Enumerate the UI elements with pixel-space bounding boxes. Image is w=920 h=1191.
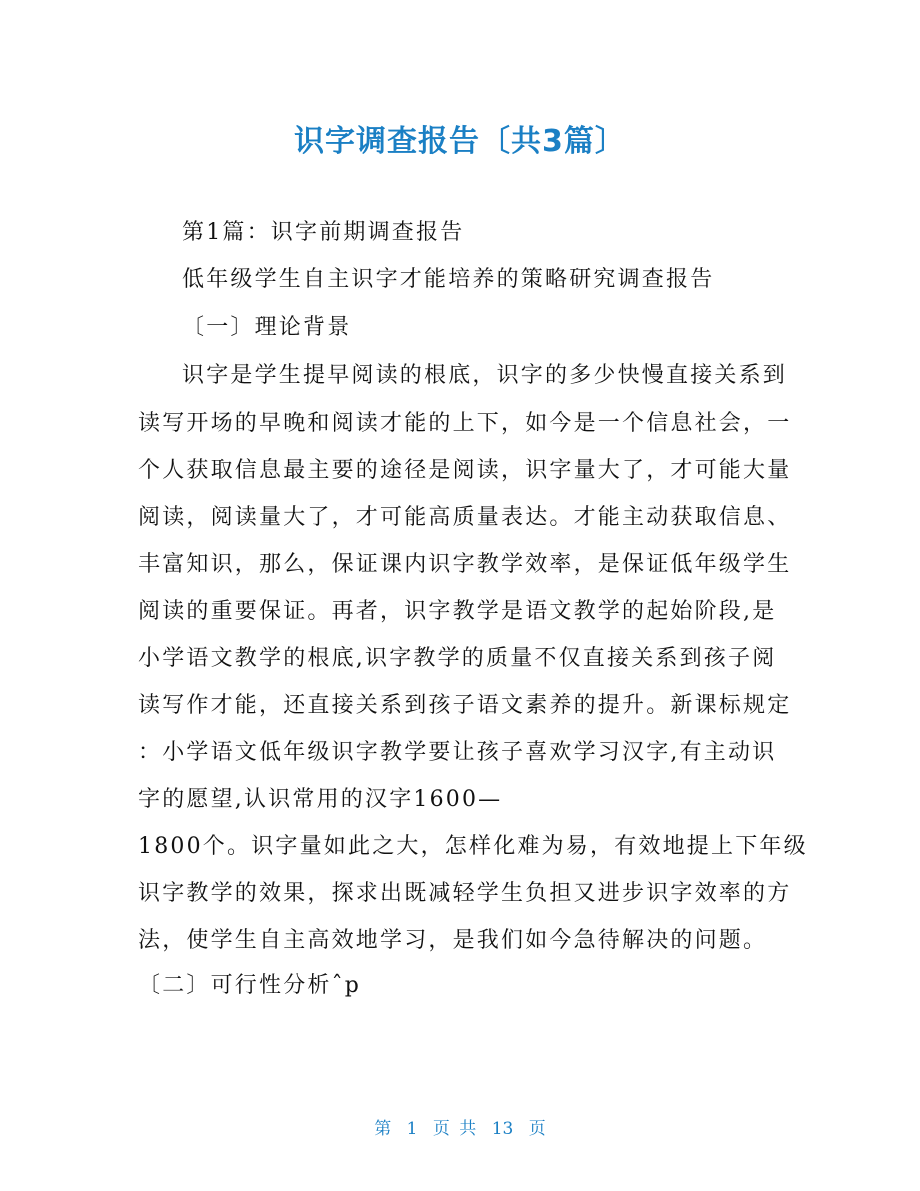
paragraph-line: 识字教学的效果，探求出既减轻学生负担又进步识字效率的方 [138,881,792,906]
footer-middle: 页 共 [432,1119,477,1139]
document-title: 识字调查报告〔共3篇〕 [294,124,626,159]
section-title: 〔一〕理论背景 [182,315,352,340]
paragraph-line: 识字是学生提早阅读的根底，识字的多少快慢直接关系到 [182,363,788,388]
paragraph-line: 1800个。识字量如此之大，怎样化难为易，有效地提上下年级 [138,834,808,859]
footer-total-pages: 13 [491,1119,514,1139]
paragraph-line: 丰富知识，那么，保证课内识字教学效率，是保证低年级学生 [138,552,792,577]
report-subtitle: 低年级学生自主识字才能培养的策略研究调查报告 [182,267,715,292]
paragraph-line: 个人获取信息最主要的途径是阅读，识字量大了，才可能大量 [138,458,792,483]
paragraph-line: 阅读的重要保证。再者，识字教学是语文教学的起始阶段,是 [138,599,777,624]
page-footer [0,1114,920,1139]
chapter-heading: 第1篇：识字前期调查报告 [182,220,465,245]
paragraph-line: ：小学语文低年级识字教学要让孩子喜欢学习汉字,有主动识 [138,740,777,765]
paragraph-line: 读写开场的早晚和阅读才能的上下，如今是一个信息社会，一 [138,411,792,436]
paragraph-line: 法，使学生自主高效地学习，是我们如今急待解决的问题。 [138,928,768,953]
footer-page-number: 1 [406,1119,418,1139]
paragraph-line: 小学语文教学的根底,识字教学的质量不仅直接关系到孩子阅 [138,646,777,671]
paragraph-line: 读写作才能，还直接关系到孩子语文素养的提升。新课标规定 [138,693,792,718]
paragraph-line: 字的愿望,认识常用的汉字1600— [138,787,503,812]
section-title: 〔二〕可行性分析ˆp [138,973,362,998]
paragraph-line: 阅读，阅读量大了，才可能高质量表达。才能主动获取信息、 [138,505,792,530]
footer-suffix: 页 [528,1119,546,1139]
footer-prefix: 第 [374,1119,392,1139]
